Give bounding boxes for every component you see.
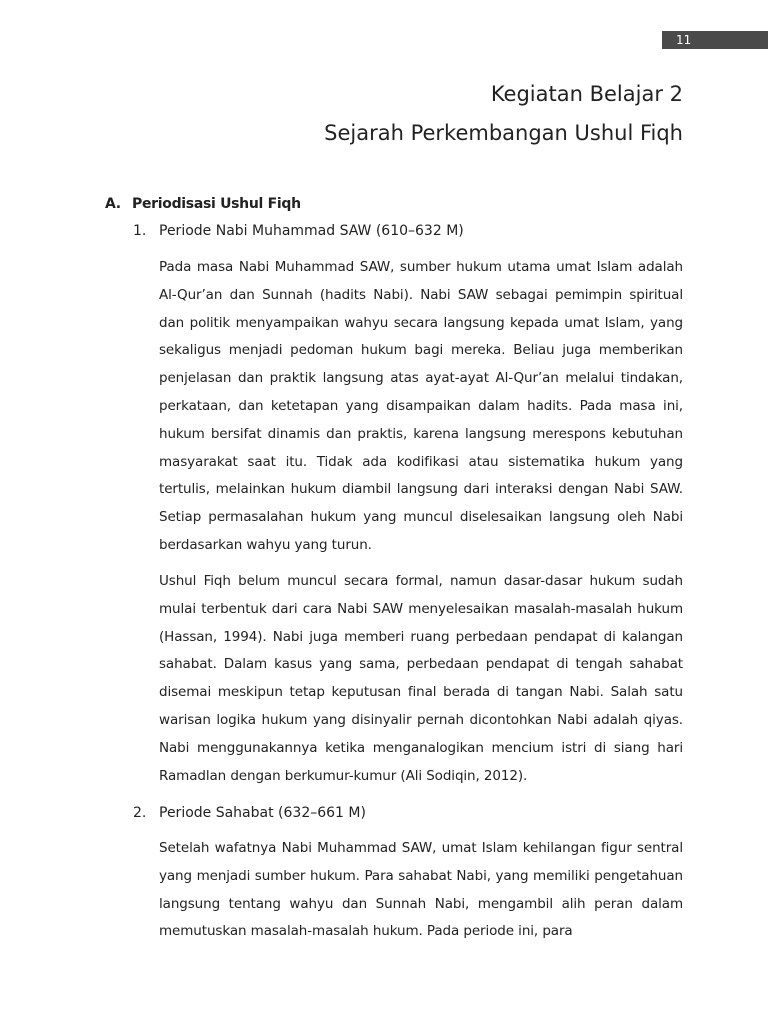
list-item-heading [133, 804, 366, 822]
chapter-subtitle: Sejarah Perkembangan Ushul Fiqh [324, 121, 683, 145]
section-label: A. [105, 196, 121, 212]
chapter-title: Kegiatan Belajar 2 [490, 82, 683, 106]
section-title: Periodisasi Ushul Fiqh [132, 196, 301, 212]
page-number: 11 [662, 31, 768, 49]
list-item-number: 2. [133, 805, 147, 821]
list-item-number: 1. [133, 223, 147, 239]
body-paragraph: Ushul Fiqh belum muncul secara formal, namun dasar-dasar hukum sudah mulai terbentuk dari cara Nabi SAW menyelesaikan masalah-masalah hukum (Hassan, 1994). Nabi juga memberi ruang perbedaan pendapat di kalangan sahabat. Dalam kasus yang sama, perbedaan pendapat di tengah sahabat disemai meskipun tetap keputusan final berada di tangan Nabi. Salah satu warisan logika hukum yang disinyalir pernah dicontohkan Nabi adalah qiyas. Nabi menggunakannya ketika menganalogikan mencium istri di siang hari Ramadlan dengan berkumur-kumur (Ali Sodiqin, 2012). [159, 573, 683, 784]
body-paragraph: Setelah wafatnya Nabi Muhammad SAW, umat Islam kehilangan figur sentral yang menjadi sumber hukum. Para sahabat Nabi, yang memiliki pengetahuan langsung tentang wahyu dan Sunnah Nabi, mengambil alih peran dalam memutuskan masalah-masalah hukum. Pada periode ini, para [159, 840, 683, 940]
list-item-title: Periode Nabi Muhammad SAW (610–632 M) [159, 223, 464, 239]
list-item-heading [133, 222, 464, 240]
chapter-header [324, 80, 683, 147]
list-item-title: Periode Sahabat (632–661 M) [159, 805, 366, 821]
body-paragraph: Pada masa Nabi Muhammad SAW, sumber hukum utama umat Islam adalah Al-Qur’an dan Sunnah (hadits Nabi). Nabi SAW sebagai pemimpin spiritual dan politik menyampaikan wahyu secara langsung kepada umat Islam, yang sekaligus menjadi pedoman hukum bagi mereka. Beliau juga memberikan penjelasan dan praktik langsung atas ayat-ayat Al-Qur’an melalui tindakan, perkataan, dan ketetapan yang disampaikan dalam hadits. Pada masa ini, hukum bersifat dinamis dan praktis, karena langsung merespons kebutuhan masyarakat saat itu. Tidak ada kodifikasi atau sistematika hukum yang tertulis, melainkan hukum diambil langsung dari interaksi dengan Nabi SAW. Setiap permasalahan hukum yang muncul diselesaikan langsung oleh Nabi berdasarkan wahyu yang turun. [159, 259, 683, 553]
section-heading [105, 195, 301, 213]
